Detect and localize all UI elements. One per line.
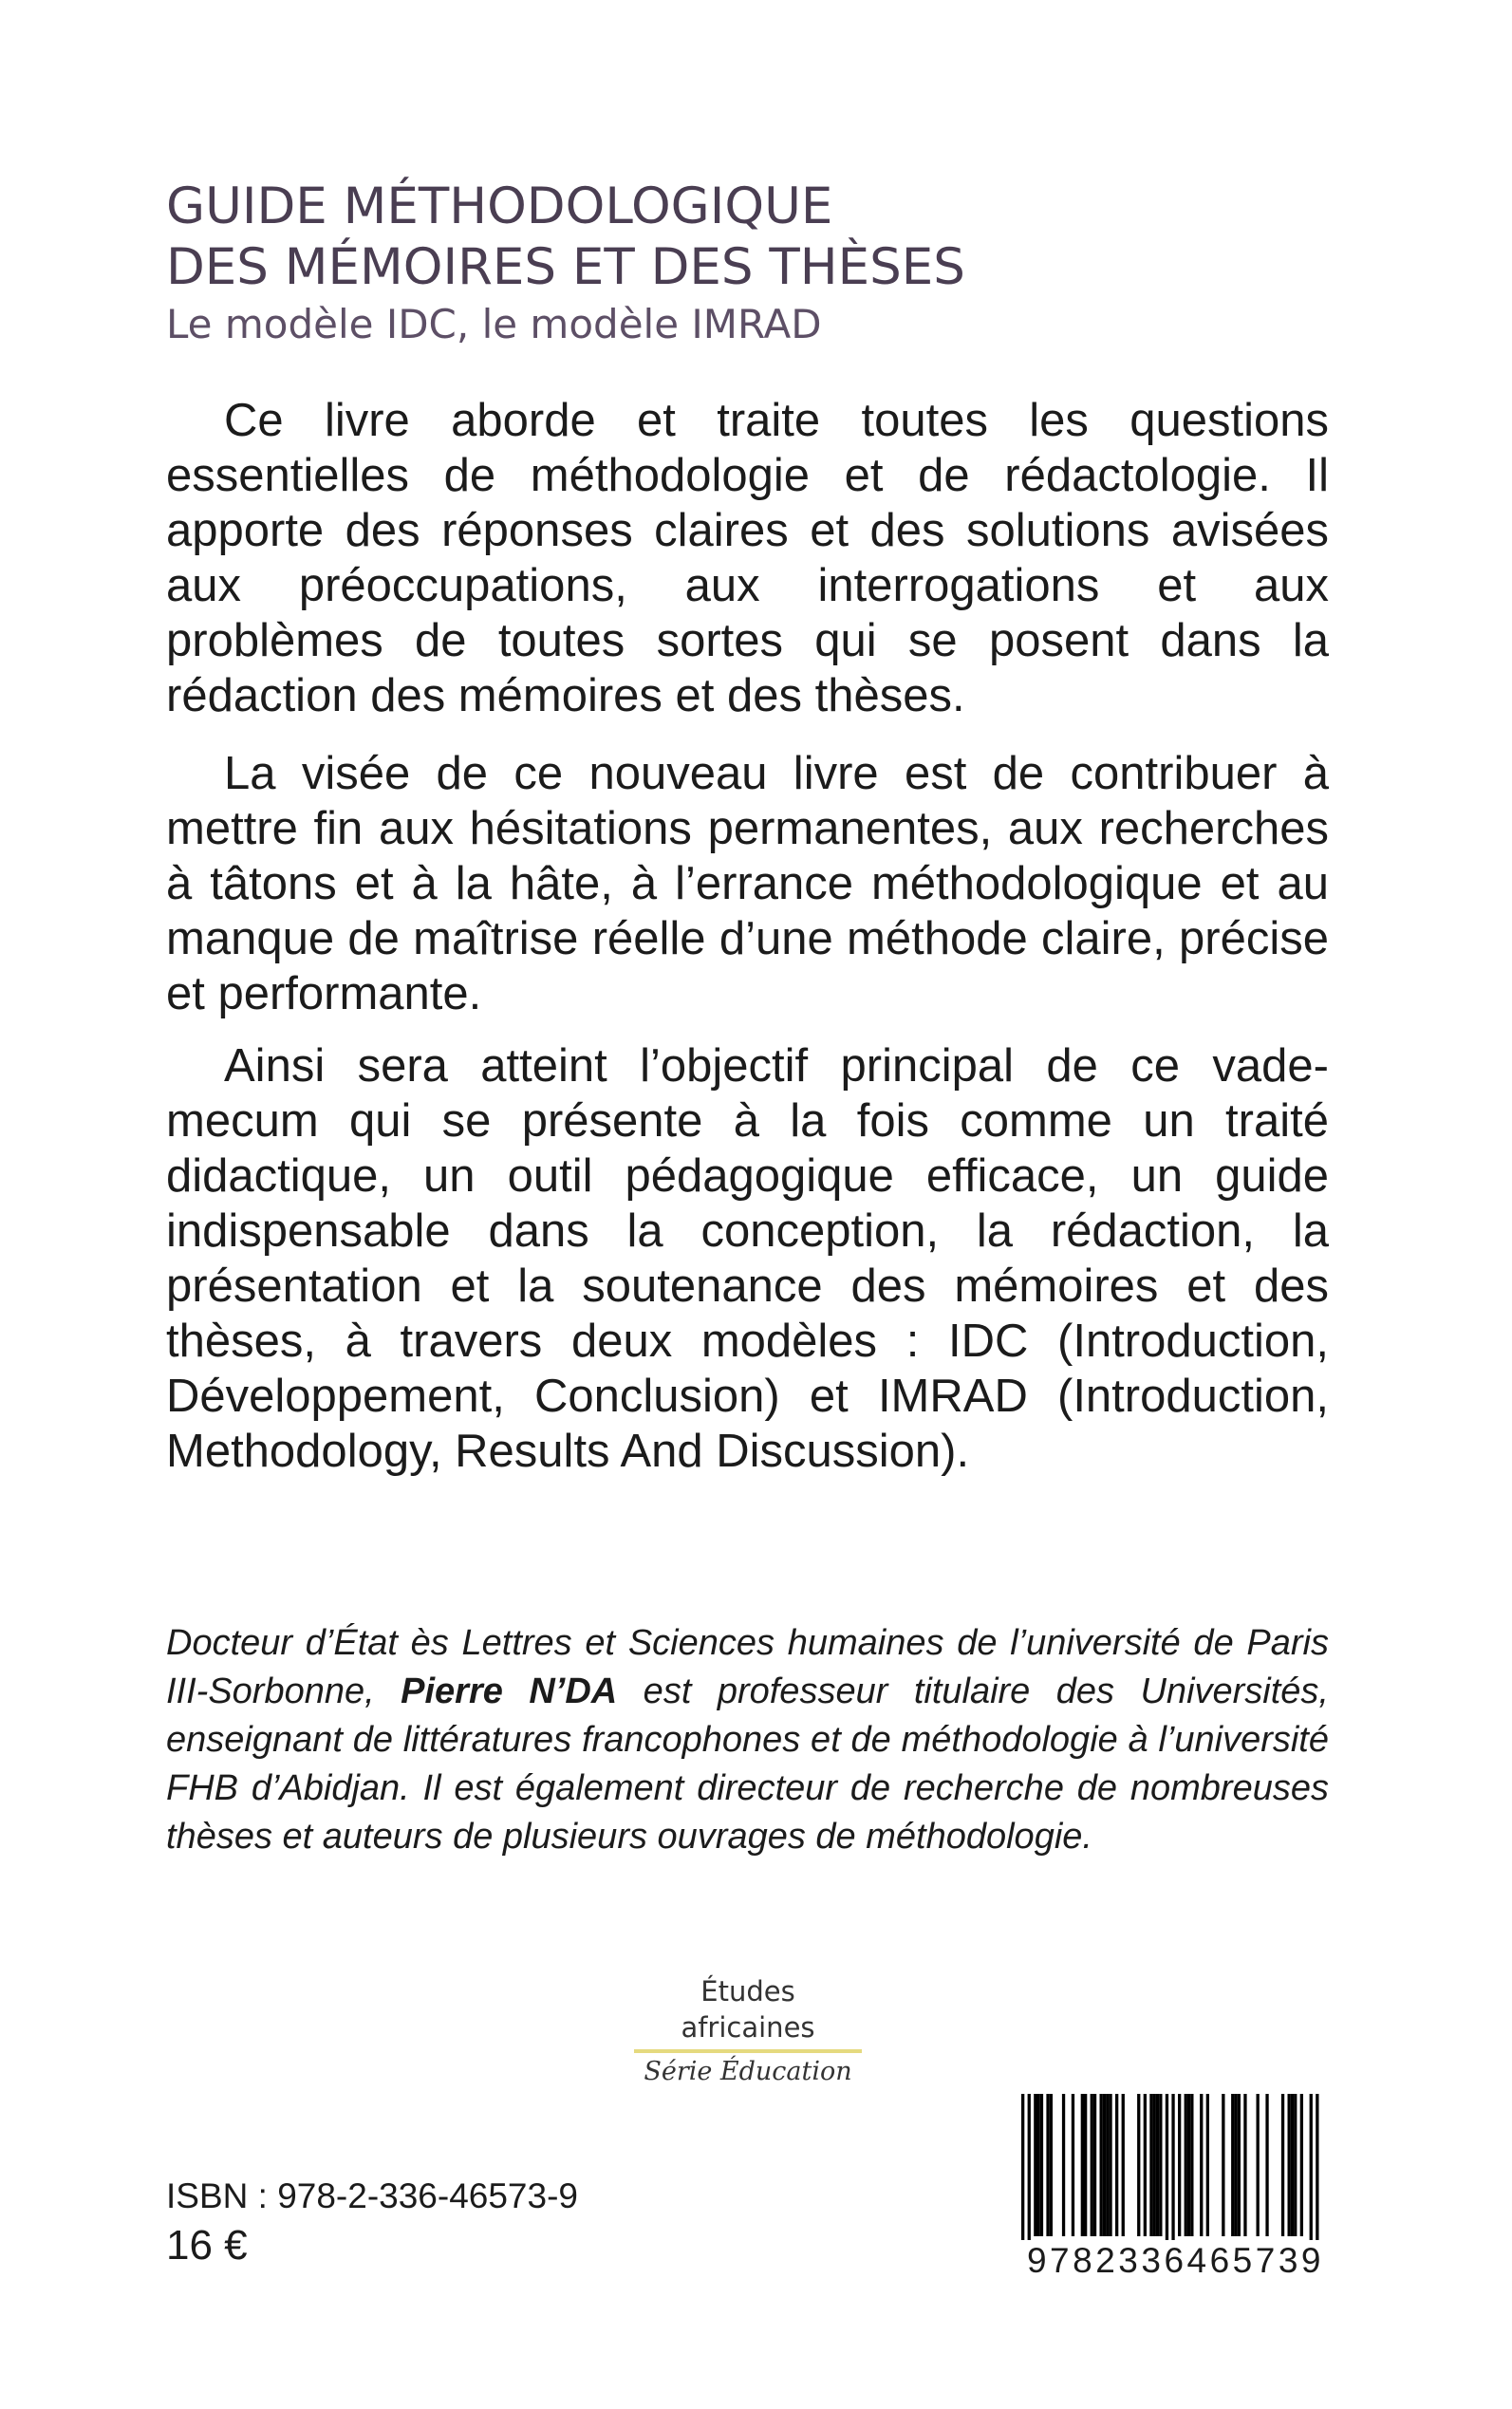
barcode-bar <box>1265 2094 1268 2236</box>
barcode-bar <box>1234 2094 1237 2236</box>
blurb-paragraph-1 <box>166 393 1329 723</box>
barcode-bar <box>1028 2094 1031 2251</box>
barcode-bar <box>1159 2094 1162 2236</box>
title-line-2: DES MÉMOIRES ET DES THÈSES <box>166 238 965 296</box>
bio-text-start: Docteur d’État ès Lettres et Sciences humaines de l’université de Paris III-Sorbonne, <box>166 1623 1329 1711</box>
barcode-bar <box>1206 2094 1209 2236</box>
barcode-bar <box>1222 2094 1224 2236</box>
barcode-bar <box>1021 2094 1024 2251</box>
barcode-bar <box>1034 2094 1036 2236</box>
barcode-bar <box>1156 2094 1159 2236</box>
barcode-bar <box>1100 2094 1103 2236</box>
barcode-bar <box>1062 2094 1065 2236</box>
barcode-bar <box>1166 2094 1168 2251</box>
blurb-paragraph-3 <box>166 1038 1329 1479</box>
barcode-bar <box>1091 2094 1093 2236</box>
barcode-bar <box>1190 2094 1193 2236</box>
barcode <box>1006 2094 1324 2282</box>
barcode-bar <box>1093 2094 1096 2236</box>
barcode-bar <box>1153 2094 1156 2236</box>
barcode-bar <box>1115 2094 1118 2236</box>
barcode-bar <box>1122 2094 1125 2236</box>
book-title <box>166 177 965 298</box>
isbn-text: ISBN : 978-2-336-46573-9 <box>166 2176 578 2215</box>
barcode-digits: 9782336465739 <box>1006 2240 1324 2282</box>
barcode-bar <box>1137 2094 1140 2236</box>
paragraph-text: Ce livre aborde et traite toutes les questions essentielles de méthodologie et de rédactologie. Il apporte des réponses claires et des solutions avisées aux préoccupations, aux interrogations et aux problèmes de toutes sortes qui se posent dans la rédaction des mémoires et des thèses. <box>166 395 1329 721</box>
paragraph-text: Ainsi sera atteint l’objectif principal de ce vade-mecum qui se présente à la fois comme un traité didactique, un outil pédagogique efficace, un guide indispensable dans la conception, la rédaction, la présentation et la soutenance des mémoires et des thèses, à travers deux modèles : IDC (Introduction, Développement, Conclusion) et IMRAD (Introduction, Methodology, Results And Discussion). <box>166 1040 1329 1477</box>
title-line-1: GUIDE MÉTHODOLOGIQUE <box>166 177 833 235</box>
barcode-bar <box>1072 2094 1074 2236</box>
barcode-bar <box>1037 2094 1040 2236</box>
price-text: 16 € <box>166 2222 248 2269</box>
barcode-bar <box>1231 2094 1234 2236</box>
barcode-bar <box>1084 2094 1087 2236</box>
paragraph-text: La visée de ce nouveau livre est de contribuer à mettre fin aux hésitations permanentes, aux recherches à tâtons et à la hâte, à l’errance méthodologique et au manque de maîtrise réelle d’une méthode claire, précise et performante. <box>166 748 1329 1019</box>
barcode-bar <box>1178 2094 1181 2236</box>
barcode-bar <box>1243 2094 1246 2236</box>
barcode-bar <box>1103 2094 1106 2236</box>
collection-series: Série Éducation <box>644 2057 852 2086</box>
barcode-bar <box>1281 2094 1284 2236</box>
barcode-bar <box>1288 2094 1291 2236</box>
barcode-bar <box>1106 2094 1109 2236</box>
barcode-bar <box>1291 2094 1294 2236</box>
barcode-bar <box>1200 2094 1203 2236</box>
barcode-bar <box>1257 2094 1260 2236</box>
barcode-bar <box>1149 2094 1152 2236</box>
barcode-bar <box>1109 2094 1111 2236</box>
collection-name: Études africaines <box>634 1973 862 2053</box>
author-bio <box>166 1619 1329 1861</box>
barcode-bar <box>1187 2094 1190 2236</box>
barcode-bar <box>1050 2094 1053 2236</box>
barcode-bar <box>1081 2094 1084 2236</box>
author-name: Pierre N’DA <box>401 1671 618 1711</box>
barcode-bar <box>1294 2094 1297 2236</box>
barcode-bar <box>1185 2094 1187 2236</box>
blurb-paragraph-2 <box>166 746 1329 1021</box>
barcode-bar <box>1046 2094 1049 2236</box>
barcode-bar <box>1310 2094 1313 2251</box>
barcode-bar <box>1316 2094 1318 2251</box>
barcode-bar <box>1144 2094 1147 2236</box>
bio-text-end: est professeur titulaire des Universités, enseignant de littératures francophones et de méthodologie à l’université FHB d’Abidjan. Il est également directeur de recherche de nombreuses thèses et auteurs de plusieurs ouvrages de méthodologie. <box>166 1671 1329 1857</box>
barcode-bar <box>1300 2094 1303 2236</box>
barcode-bar <box>1171 2094 1174 2251</box>
barcode-bar <box>1040 2094 1043 2236</box>
barcode-bar <box>1238 2094 1241 2236</box>
collection-logo <box>634 1973 862 2091</box>
book-subtitle: Le modèle IDC, le modèle IMRAD <box>166 301 822 347</box>
